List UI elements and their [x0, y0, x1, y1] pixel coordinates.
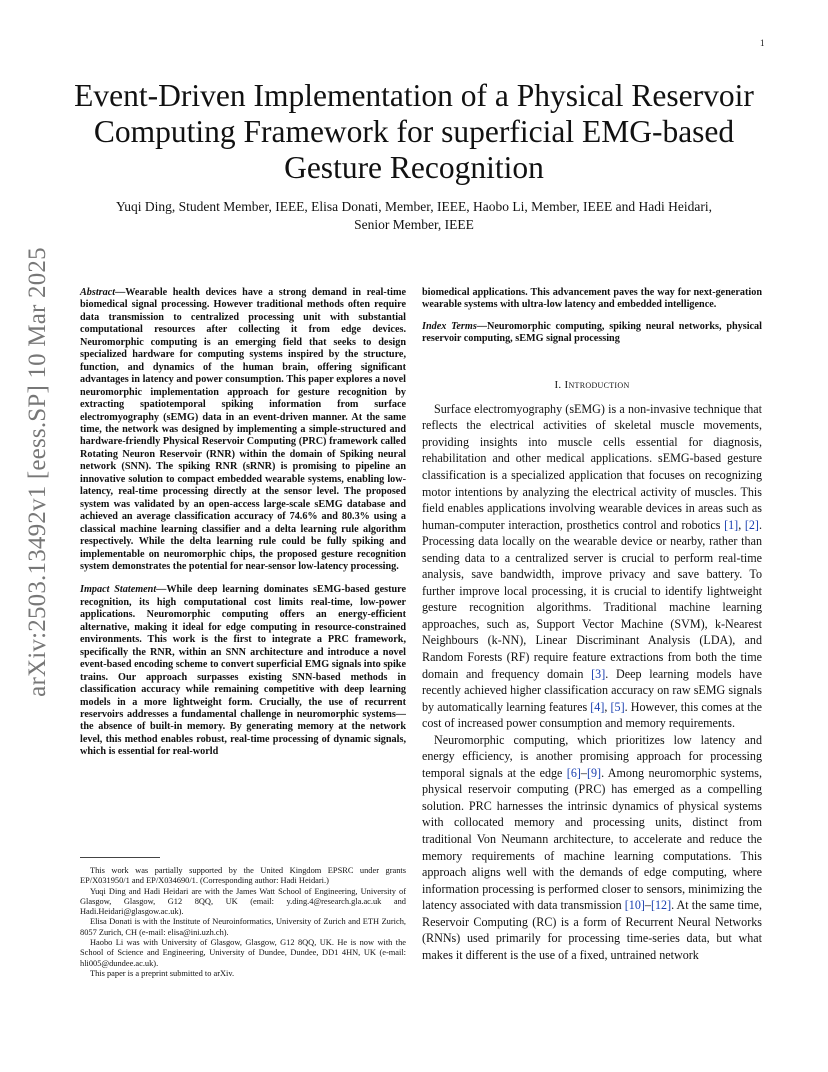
footnote-rule — [80, 857, 160, 858]
footnote-funding: This work was partially supported by the United Kingdom EPSRC under grants EP/X031950/1 and EP/X034690/1. (Corresponding author: Hadi Heidari.) — [80, 866, 406, 886]
text-run: . Processing data locally on the wearable device or nearby, rather than sending data to a centralized server is crucial to perform real-time analysis, save bandwidth, improve privacy and save battery. To further improve local processing, it is crucial to identify lightweight gesture recognition algorithms. Traditional machine learning approaches, such as, Support Vector Machine (SVM), k-Nearest Neighbours (k-NN), Linear Discriminant Analysis (LDA), and Random Forests (RF) require feature extractions from both the time domain and frequency domain — [422, 517, 762, 681]
citation-link[interactable]: [12] — [650, 898, 672, 913]
citation-link[interactable]: [2] — [744, 517, 759, 532]
impact-statement-continued: biomedical applications. This advancement paves the way for next-generation wearable systems with ultra-low latency and embedded intelligence. — [422, 287, 762, 311]
intro-paragraph-2 — [422, 732, 762, 964]
citation-link[interactable]: [5] — [610, 699, 625, 714]
footnotes — [80, 866, 406, 979]
text-run: , — [604, 699, 611, 714]
author-list — [70, 198, 758, 234]
impact-statement — [80, 584, 406, 758]
abstract-text: —Wearable health devices have a strong demand in real-time biomedical signal processing. However traditional methods often require data transmission to centralized processing unit with substantial computational resources after collecting it from edge devices. Neuromorphic computing is an emerging field that seeks to design specialized hardware for computing systems inspired by the structure, function, and dynamics of the human brain, offering significant advantages in latency and power consumption. This paper explores a novel neuromorphic implementation approach for gesture recognition by extracting spatiotemporal spiking information from surface electromyography (sEMG) data in an event-driven manner. At the same time, the network was designed by implementing a simple-structured and hardware-friendly Physical Reservoir Computing (PRC) framework called Rotating Neuron Reservoir (RNR) within the domain of Spiking neural network (SNN). The spiking RNR (sRNR) is promising to pipeline an innovative solution to compact embedded wearable systems, enabling low-latency, real-time processing directly at the sensor level. The proposed system was validated by an open-access large-scale sEMG database and achieved an average classification accuracy of 74.6% and 80.3% using a classical machine learning classifier and a delta learning rule algorithm respectively. While the delta learning rule could be fully spiking and implementable on neuromorphic chips, the proposed gesture recognition system demonstrates the potential for near-sensor low-latency processing. — [80, 287, 406, 572]
footnote-affiliation-2: Elisa Donati is with the Institute of Neuroinformatics, University of Zurich and ETH Zurich, 8057 Zurich, CH (e-mail: elisa@ini.uzh.ch). — [80, 917, 406, 937]
text-run: – — [580, 765, 587, 780]
citation-link[interactable]: [3] — [591, 666, 606, 681]
page-number: 1 — [760, 38, 765, 48]
footnote-preprint: This paper is a preprint submitted to arXiv. — [90, 968, 235, 978]
footnote-affiliation-3: Haobo Li was with University of Glasgow, Glasgow, G12 8QQ, UK. He is now with the School of Science and Engineering, University of Dundee, Dundee, DD1 4HN, UK (e-mail: hli005@dundee.ac.uk). — [80, 938, 406, 968]
section-heading-introduction: I. Introduction — [554, 378, 630, 391]
intro-paragraph-1 — [422, 401, 762, 732]
impact-label: Impact Statement — [80, 584, 157, 596]
introduction-body — [422, 401, 762, 964]
text-run: – — [644, 898, 651, 913]
authors-line-2: Senior Member, IEEE — [354, 217, 474, 232]
arxiv-sidebar — [18, 247, 58, 697]
index-terms-text: —Neuromorphic computing, spiking neural networks, physical reservoir computing, sEMG signal processing — [422, 320, 762, 345]
citation-link[interactable]: [6] — [566, 765, 581, 780]
abstract — [80, 287, 406, 573]
index-terms — [422, 321, 762, 346]
abstract-label: Abstract — [80, 287, 116, 298]
citation-link[interactable]: [1] — [724, 517, 739, 532]
index-terms-label: Index Terms — [422, 320, 477, 332]
paper-title: Event-Driven Implementation of a Physical Reservoir Computing Framework for superficial EMG-based Gesture Recognition — [74, 78, 754, 185]
impact-text: —While deep learning dominates sEMG-based gesture recognition, its high computational cost limits real-time, low-power applications. Neuromorphic computing offers an energy-efficient alternative, making it ideal for edge computing in resource-constrained environments. This work is the first to integrate a PRC framework, specifically the RNR, within an SNN architecture and introduce a novel event-based encoding scheme to convert superficial EMG signals into spike trains. Our approach surpasses existing SNN-based methods in classification accuracy while remaining competitive with deep learning models in a more lightweight form. Crucially, the use of recurrent reservoirs addresses a fundamental challenge in neuromorphic systems—the absence of built-in memory. By generating memory at the network level, this method enables robust, real-time processing of dynamic signals, which is essential for real-world — [80, 584, 406, 758]
text-run: Surface electromyography (sEMG) is a non-invasive technique that reflects the electrical activities of skeletal muscle movements, providing insights into muscle cells essential for diagnosis, rehabilitation and other medical applications. sEMG-based gesture classification is a specialized application that focuses on recognizing motor intentions by analyzing the electrical activity of muscles. This field enables applications involving wearable devices in areas such as human-computer interaction, prosthetics control and robotics — [422, 401, 762, 532]
text-run: Neuromorphic computing, which prioritizes low latency and energy efficiency, is another promising approach for processing temporal signals at the edge — [422, 732, 762, 780]
authors-line-1: Yuqi Ding, Student Member, IEEE, Elisa Donati, Member, IEEE, Haobo Li, Member, IEEE and Hadi Heidari, — [116, 199, 712, 214]
right-column — [422, 287, 762, 963]
text-run: . At the same time, Reservoir Computing (RC) is a form of Recurrent Neural Networks (RNNs) used primarily for processing time-series data, but what makes it different is the use of a fixed, untrained network — [422, 898, 762, 962]
arxiv-identifier[interactable]: arXiv:2503.13492v1 [eess.SP] 10 Mar 2025 — [24, 247, 51, 697]
text-run: . Deep learning models have recently achieved higher classification accuracy on raw sEMG signals by automatically learning features — [422, 666, 762, 714]
footnote-affiliation-1: Yuqi Ding and Hadi Heidari are with the James Watt School of Engineering, University of Glasgow, Glasgow, G12 8QQ, UK (email: y.ding.4@research.gla.ac.uk and Hadi.Heidari@glasgow.ac.uk). — [80, 886, 406, 917]
left-column — [80, 287, 406, 759]
citation-link[interactable]: [9] — [586, 765, 602, 780]
text-run: . However, this comes at the cost of increased power consumption and memory requirements. — [422, 699, 762, 731]
text-run: , — [738, 517, 745, 532]
citation-link[interactable]: [4] — [590, 699, 605, 714]
citation-link[interactable]: [10] — [624, 898, 645, 913]
text-run: . Among neuromorphic systems, physical reservoir computing (PRC) has emerged as a compelling solution. PRC harnesses the intrinsic dynamics of physical systems with collocated memory and processing units, distinct from traditional Von Neumann architecture, to accelerate and reduce the memory requirements of machine learning computations. This approach aligns well with the demands of edge computing, where information processing is performed closer to sensors, minimizing the latency associated with data transmission — [422, 765, 762, 913]
